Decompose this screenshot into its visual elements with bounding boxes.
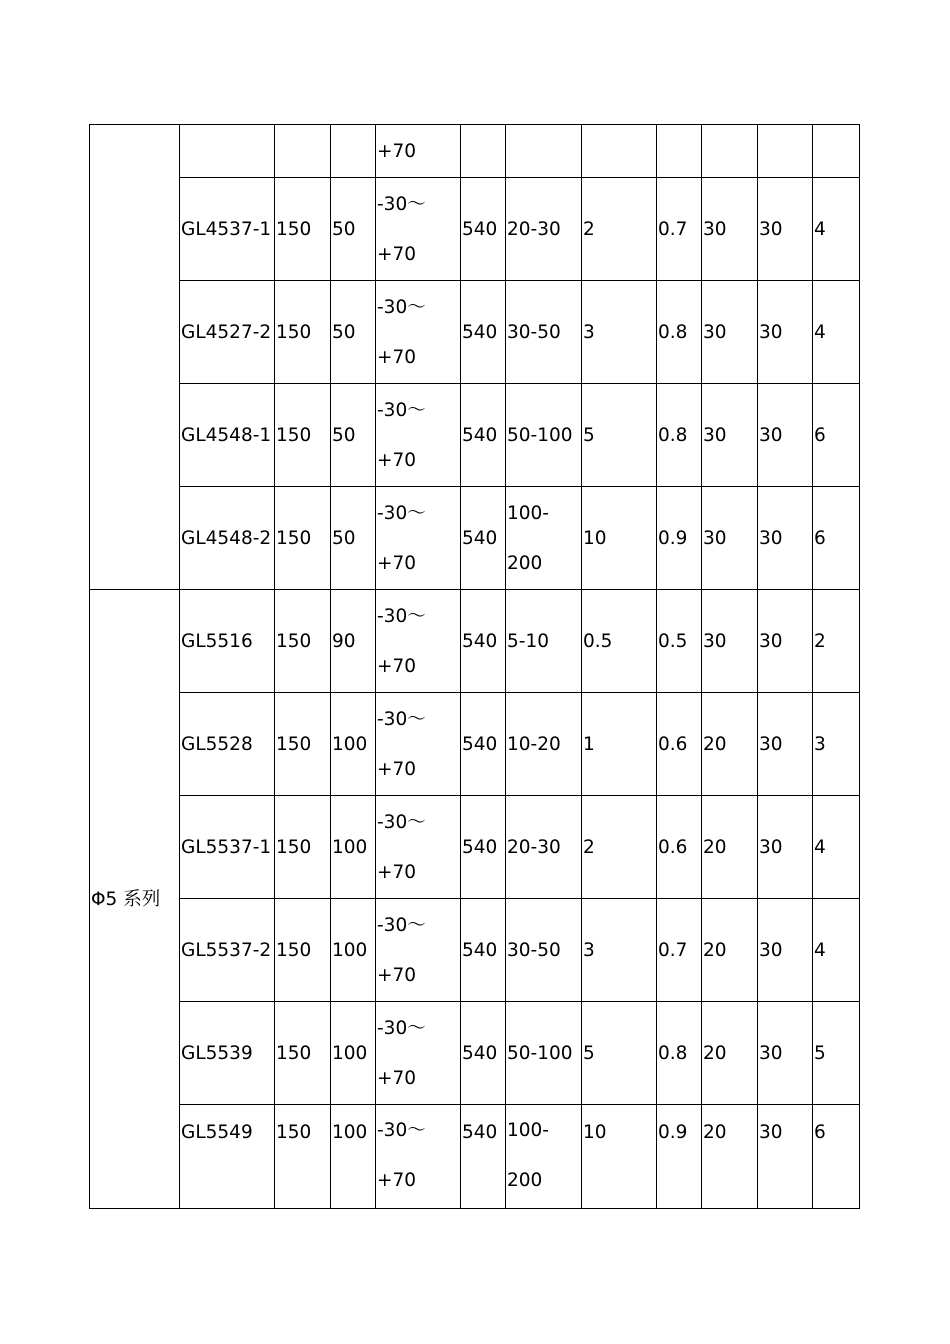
temp-range-cell-line: -30～ bbox=[377, 502, 426, 524]
value-cell bbox=[275, 796, 331, 899]
value-cell bbox=[813, 178, 860, 281]
value-cell bbox=[582, 693, 657, 796]
value-cell bbox=[461, 1105, 506, 1209]
value-cell bbox=[331, 899, 376, 1002]
value-cell-value: 540 bbox=[462, 630, 498, 652]
value-cell-value: 150 bbox=[276, 630, 312, 652]
range-cell-line: 200 bbox=[507, 1170, 543, 1191]
table-cell bbox=[275, 125, 331, 178]
temp-range-cell bbox=[376, 384, 461, 487]
value-cell-value: 6 bbox=[814, 527, 826, 549]
model-cell bbox=[180, 899, 275, 1002]
range-cell-line: 100- bbox=[507, 502, 549, 524]
value-cell-value: 150 bbox=[276, 836, 312, 858]
value-cell-value: 540 bbox=[462, 218, 498, 240]
temp-range-cell bbox=[376, 1105, 461, 1209]
value-cell bbox=[275, 178, 331, 281]
value-cell-value: 0.8 bbox=[658, 321, 688, 343]
value-cell bbox=[702, 693, 758, 796]
temp-range-cell-line: -30～ bbox=[377, 193, 426, 215]
value-cell bbox=[275, 384, 331, 487]
value-cell bbox=[275, 487, 331, 590]
value-cell-value: 0.6 bbox=[658, 733, 688, 755]
temp-range-cell bbox=[376, 1002, 461, 1105]
value-cell-value: 4 bbox=[814, 218, 826, 240]
value-cell bbox=[331, 796, 376, 899]
temp-range-cell bbox=[376, 796, 461, 899]
model-cell-value: GL5528 bbox=[181, 733, 253, 755]
value-cell bbox=[657, 1105, 702, 1209]
table-row bbox=[90, 590, 860, 693]
temp-range-cell-line: -30～ bbox=[377, 296, 426, 318]
temp-range-cell-line: +70 bbox=[377, 552, 417, 574]
model-cell-value: GL5549 bbox=[181, 1122, 253, 1143]
range-cell-line: 50-100 bbox=[507, 424, 573, 446]
range-cell bbox=[506, 693, 582, 796]
range-cell-line: 100- bbox=[507, 1120, 549, 1141]
value-cell-value: 1 bbox=[583, 733, 595, 755]
value-cell bbox=[582, 1105, 657, 1209]
value-cell-value: 100 bbox=[332, 836, 368, 858]
temp-range-cell bbox=[376, 487, 461, 590]
value-cell bbox=[758, 178, 813, 281]
temp-range-cell bbox=[376, 178, 461, 281]
value-cell bbox=[582, 487, 657, 590]
value-cell-value: 540 bbox=[462, 424, 498, 446]
value-cell bbox=[813, 899, 860, 1002]
value-cell-value: 30 bbox=[759, 1042, 783, 1064]
table-cell bbox=[180, 125, 275, 178]
model-cell-value: GL5537-2 bbox=[181, 939, 272, 961]
temp-range-cell bbox=[376, 899, 461, 1002]
value-cell-value: 540 bbox=[462, 1122, 498, 1143]
temp-range-cell bbox=[376, 281, 461, 384]
model-cell-value: GL5516 bbox=[181, 630, 253, 652]
value-cell bbox=[461, 899, 506, 1002]
value-cell bbox=[758, 1002, 813, 1105]
model-cell-value: GL5539 bbox=[181, 1042, 253, 1064]
value-cell-value: 4 bbox=[814, 321, 826, 343]
value-cell bbox=[331, 590, 376, 693]
table-cell bbox=[758, 125, 813, 178]
temp-range-cell-line: -30～ bbox=[377, 1120, 426, 1141]
value-cell bbox=[758, 281, 813, 384]
temp-range-cell-line: +70 bbox=[377, 1067, 417, 1089]
value-cell-value: 20 bbox=[703, 836, 727, 858]
value-cell-value: 3 bbox=[583, 321, 595, 343]
value-cell-value: 50 bbox=[332, 424, 356, 446]
value-cell bbox=[331, 487, 376, 590]
model-cell bbox=[180, 384, 275, 487]
value-cell-value: 0.5 bbox=[583, 630, 613, 652]
value-cell bbox=[461, 487, 506, 590]
value-cell-value: 30 bbox=[703, 630, 727, 652]
value-cell bbox=[657, 796, 702, 899]
value-cell bbox=[758, 899, 813, 1002]
temp-range-cell bbox=[376, 590, 461, 693]
model-cell-value: GL4548-1 bbox=[181, 424, 272, 446]
range-cell-line: 50-100 bbox=[507, 1042, 573, 1064]
value-cell-value: 540 bbox=[462, 1042, 498, 1064]
value-cell-value: 10 bbox=[583, 527, 607, 549]
table-row bbox=[90, 281, 860, 384]
value-cell bbox=[582, 281, 657, 384]
value-cell-value: 0.9 bbox=[658, 527, 688, 549]
value-cell-value: 0.8 bbox=[658, 424, 688, 446]
spec-table-body bbox=[90, 125, 860, 1209]
temp-range-cell-line: +70 bbox=[377, 449, 417, 471]
value-cell bbox=[702, 384, 758, 487]
temp-range-cell-line: -30～ bbox=[377, 399, 426, 421]
table-cell bbox=[657, 125, 702, 178]
model-cell bbox=[180, 1002, 275, 1105]
value-cell bbox=[331, 281, 376, 384]
value-cell bbox=[758, 693, 813, 796]
value-cell-value: 30 bbox=[759, 527, 783, 549]
value-cell-value: 50 bbox=[332, 321, 356, 343]
value-cell-value: 6 bbox=[814, 424, 826, 446]
model-cell bbox=[180, 796, 275, 899]
value-cell-value: 30 bbox=[759, 733, 783, 755]
value-cell-value: 30 bbox=[759, 321, 783, 343]
value-cell bbox=[758, 796, 813, 899]
temp-range-cell-line: +70 bbox=[377, 243, 417, 265]
table-row bbox=[90, 125, 860, 178]
value-cell bbox=[758, 384, 813, 487]
value-cell bbox=[461, 796, 506, 899]
value-cell bbox=[461, 590, 506, 693]
value-cell-value: 4 bbox=[814, 836, 826, 858]
value-cell bbox=[702, 590, 758, 693]
value-cell-value: 540 bbox=[462, 733, 498, 755]
value-cell bbox=[657, 384, 702, 487]
value-cell bbox=[758, 590, 813, 693]
value-cell-value: 30 bbox=[759, 836, 783, 858]
value-cell-value: 30 bbox=[703, 218, 727, 240]
value-cell-value: 30 bbox=[759, 218, 783, 240]
value-cell bbox=[582, 1002, 657, 1105]
series-label: Φ5 系列 bbox=[91, 888, 161, 910]
value-cell bbox=[275, 590, 331, 693]
value-cell-value: 30 bbox=[759, 424, 783, 446]
value-cell-value: 2 bbox=[583, 218, 595, 240]
value-cell bbox=[582, 899, 657, 1002]
model-cell bbox=[180, 590, 275, 693]
series-cell bbox=[90, 590, 180, 1209]
value-cell bbox=[657, 281, 702, 384]
table-cell bbox=[582, 125, 657, 178]
value-cell bbox=[702, 899, 758, 1002]
temp-range-cell-line: +70 bbox=[377, 346, 417, 368]
value-cell bbox=[813, 1002, 860, 1105]
value-cell bbox=[582, 590, 657, 693]
temp-range-cell-line: +70 bbox=[377, 861, 417, 883]
table-row bbox=[90, 1105, 860, 1209]
value-cell-value: 3 bbox=[814, 733, 826, 755]
value-cell-value: 20 bbox=[703, 1042, 727, 1064]
value-cell-value: 0.9 bbox=[658, 1122, 688, 1143]
model-cell-value: GL4537-1 bbox=[181, 218, 272, 240]
value-cell-value: 0.5 bbox=[658, 630, 688, 652]
model-cell bbox=[180, 693, 275, 796]
table-cell bbox=[702, 125, 758, 178]
value-cell-value: 0.6 bbox=[658, 836, 688, 858]
value-cell-value: 100 bbox=[332, 939, 368, 961]
value-cell bbox=[275, 693, 331, 796]
value-cell bbox=[461, 693, 506, 796]
value-cell bbox=[275, 899, 331, 1002]
value-cell-value: 2 bbox=[583, 836, 595, 858]
temp-range-cell-line: +70 bbox=[377, 655, 417, 677]
value-cell bbox=[657, 178, 702, 281]
value-cell bbox=[331, 1105, 376, 1209]
range-cell-line: 30-50 bbox=[507, 939, 561, 961]
value-cell-value: 30 bbox=[759, 1122, 783, 1143]
model-cell-value: GL4527-2 bbox=[181, 321, 272, 343]
value-cell bbox=[275, 281, 331, 384]
range-cell bbox=[506, 384, 582, 487]
value-cell bbox=[657, 899, 702, 1002]
value-cell bbox=[331, 178, 376, 281]
temp-range-cell-line: +70 bbox=[377, 1170, 417, 1191]
value-cell-value: 4 bbox=[814, 939, 826, 961]
value-cell bbox=[657, 1002, 702, 1105]
table-row bbox=[90, 693, 860, 796]
value-cell-value: 30 bbox=[703, 424, 727, 446]
value-cell bbox=[461, 1002, 506, 1105]
value-cell-value: 5 bbox=[583, 424, 595, 446]
model-cell bbox=[180, 1105, 275, 1209]
value-cell bbox=[461, 281, 506, 384]
table-cell bbox=[506, 125, 582, 178]
table-row bbox=[90, 796, 860, 899]
value-cell-value: 150 bbox=[276, 527, 312, 549]
value-cell bbox=[582, 384, 657, 487]
value-cell bbox=[702, 178, 758, 281]
table-row bbox=[90, 487, 860, 590]
range-cell bbox=[506, 1105, 582, 1209]
value-cell bbox=[702, 1002, 758, 1105]
value-cell-value: 30 bbox=[759, 939, 783, 961]
value-cell bbox=[702, 796, 758, 899]
value-cell bbox=[813, 281, 860, 384]
value-cell bbox=[758, 487, 813, 590]
range-cell bbox=[506, 590, 582, 693]
value-cell bbox=[702, 1105, 758, 1209]
table-row bbox=[90, 899, 860, 1002]
range-cell-line: 30-50 bbox=[507, 321, 561, 343]
range-cell bbox=[506, 899, 582, 1002]
temp-range-cell-line: -30～ bbox=[377, 708, 426, 730]
value-cell bbox=[461, 178, 506, 281]
value-cell bbox=[758, 1105, 813, 1209]
model-cell bbox=[180, 487, 275, 590]
value-cell-value: 0.7 bbox=[658, 218, 688, 240]
model-cell-value: GL5537-1 bbox=[181, 836, 272, 858]
value-cell-value: 100 bbox=[332, 1122, 368, 1143]
value-cell-value: 150 bbox=[276, 1122, 312, 1143]
temp-range-cell-line: +70 bbox=[377, 758, 417, 780]
table-row bbox=[90, 384, 860, 487]
spec-table bbox=[89, 124, 860, 1209]
value-cell bbox=[813, 796, 860, 899]
value-cell-value: 150 bbox=[276, 1042, 312, 1064]
value-cell-value: 20 bbox=[703, 733, 727, 755]
value-cell bbox=[813, 1105, 860, 1209]
range-cell-line: 10-20 bbox=[507, 733, 561, 755]
range-cell bbox=[506, 1002, 582, 1105]
table-cell bbox=[331, 125, 376, 178]
value-cell bbox=[275, 1002, 331, 1105]
value-cell bbox=[582, 796, 657, 899]
value-cell-value: 540 bbox=[462, 321, 498, 343]
range-cell-line: 200 bbox=[507, 552, 543, 574]
value-cell-value: 30 bbox=[703, 321, 727, 343]
value-cell-value: 2 bbox=[814, 630, 826, 652]
table-row bbox=[90, 1002, 860, 1105]
model-cell-value: GL4548-2 bbox=[181, 527, 272, 549]
value-cell bbox=[813, 590, 860, 693]
value-cell-value: 540 bbox=[462, 527, 498, 549]
value-cell bbox=[702, 487, 758, 590]
range-cell bbox=[506, 281, 582, 384]
value-cell bbox=[657, 487, 702, 590]
model-cell bbox=[180, 281, 275, 384]
value-cell-value: 10 bbox=[583, 1122, 607, 1143]
value-cell-value: 150 bbox=[276, 939, 312, 961]
value-cell-value: 540 bbox=[462, 836, 498, 858]
temp-range-cell-line: -30～ bbox=[377, 914, 426, 936]
value-cell bbox=[813, 384, 860, 487]
value-cell-value: 20 bbox=[703, 1122, 727, 1143]
value-cell bbox=[813, 693, 860, 796]
value-cell-value: 6 bbox=[814, 1122, 826, 1143]
temp-range-cell-line: -30～ bbox=[377, 605, 426, 627]
model-cell bbox=[180, 178, 275, 281]
temp-range-cell bbox=[376, 693, 461, 796]
value-cell-value: 90 bbox=[332, 630, 356, 652]
value-cell-value: 50 bbox=[332, 527, 356, 549]
value-cell bbox=[331, 693, 376, 796]
range-cell-line: 20-30 bbox=[507, 836, 561, 858]
value-cell-value: 0.7 bbox=[658, 939, 688, 961]
series-cell bbox=[90, 125, 180, 590]
value-cell-value: 150 bbox=[276, 733, 312, 755]
value-cell bbox=[657, 693, 702, 796]
table-cell bbox=[461, 125, 506, 178]
value-cell bbox=[331, 384, 376, 487]
value-cell-value: 150 bbox=[276, 218, 312, 240]
table-cell bbox=[813, 125, 860, 178]
temp-range-fragment: +70 bbox=[377, 140, 417, 162]
value-cell-value: 100 bbox=[332, 1042, 368, 1064]
range-cell bbox=[506, 796, 582, 899]
value-cell bbox=[582, 178, 657, 281]
range-cell bbox=[506, 178, 582, 281]
value-cell bbox=[275, 1105, 331, 1209]
range-cell bbox=[506, 487, 582, 590]
value-cell bbox=[702, 281, 758, 384]
value-cell-value: 5 bbox=[583, 1042, 595, 1064]
value-cell-value: 30 bbox=[703, 527, 727, 549]
range-cell-line: 20-30 bbox=[507, 218, 561, 240]
value-cell-value: 50 bbox=[332, 218, 356, 240]
value-cell bbox=[813, 487, 860, 590]
value-cell-value: 3 bbox=[583, 939, 595, 961]
value-cell-value: 150 bbox=[276, 321, 312, 343]
value-cell-value: 540 bbox=[462, 939, 498, 961]
value-cell bbox=[657, 590, 702, 693]
value-cell-value: 5 bbox=[814, 1042, 826, 1064]
range-cell-line: 5-10 bbox=[507, 630, 549, 652]
value-cell-value: 0.8 bbox=[658, 1042, 688, 1064]
value-cell bbox=[461, 384, 506, 487]
value-cell-value: 30 bbox=[759, 630, 783, 652]
table-row bbox=[90, 178, 860, 281]
value-cell bbox=[331, 1002, 376, 1105]
table-cell bbox=[376, 125, 461, 178]
value-cell-value: 20 bbox=[703, 939, 727, 961]
temp-range-cell-line: -30～ bbox=[377, 1017, 426, 1039]
temp-range-cell-line: -30～ bbox=[377, 811, 426, 833]
value-cell-value: 150 bbox=[276, 424, 312, 446]
value-cell-value: 100 bbox=[332, 733, 368, 755]
temp-range-cell-line: +70 bbox=[377, 964, 417, 986]
